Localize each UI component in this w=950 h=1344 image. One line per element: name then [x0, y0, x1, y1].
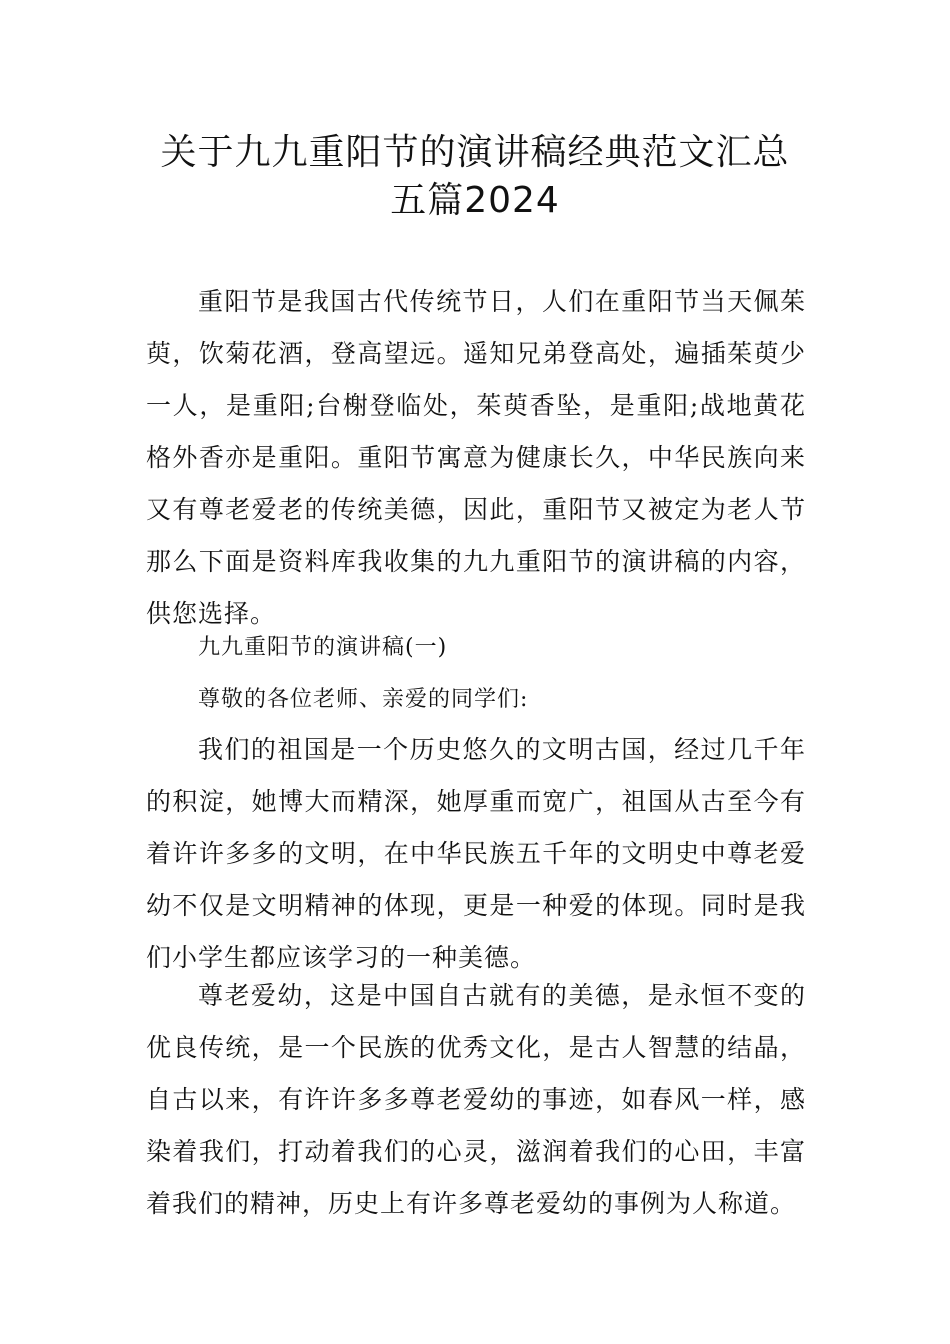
body-paragraph: 我们的祖国是一个历史悠久的文明古国，经过几千年的积淀，她博大而精深，她厚重而宽广，祖国从古至今有着许许多多的文明，在中华民族五千年的文明史中尊老爱幼不仅是文明精神的体现，更是一种爱的体现。同时是我们小学生都应该学习的一种美德。 — [146, 735, 806, 972]
speech-heading: 九九重阳节的演讲稿(一) — [198, 635, 448, 660]
intro-paragraph: 重阳节是我国古代传统节日，人们在重阳节当天佩茱萸，饮菊花酒，登高望远。遥知兄弟登高处，遍插茱萸少一人，是重阳;台榭登临处，茱萸香坠，是重阳;战地黄花格外香亦是重阳。重阳节寓意为健康长久，中华民族向来又有尊老爱老的传统美德，因此，重阳节又被定为老人节那么下面是资料库我收集的九九重阳节的演讲稿的内容，供您选择。 — [146, 287, 806, 628]
document-title-line-2: 五篇2024 — [390, 180, 560, 221]
body-paragraph: 尊老爱幼，这是中国自古就有的美德，是永恒不变的优良传统，是一个民族的优秀文化，是古人智慧的结晶，自古以来，有许许多多尊老爱幼的事迹，如春风一样，感染着我们，打动着我们的心灵，滋润着我们的心田，丰富着我们的精神，历史上有许多尊老爱幼的事例为人称道。 — [146, 981, 806, 1218]
document-title-line-1: 关于九九重阳节的演讲稿经典范文汇总 — [160, 132, 790, 173]
salutation-paragraph: 尊敬的各位老师、亲爱的同学们: — [198, 687, 529, 712]
